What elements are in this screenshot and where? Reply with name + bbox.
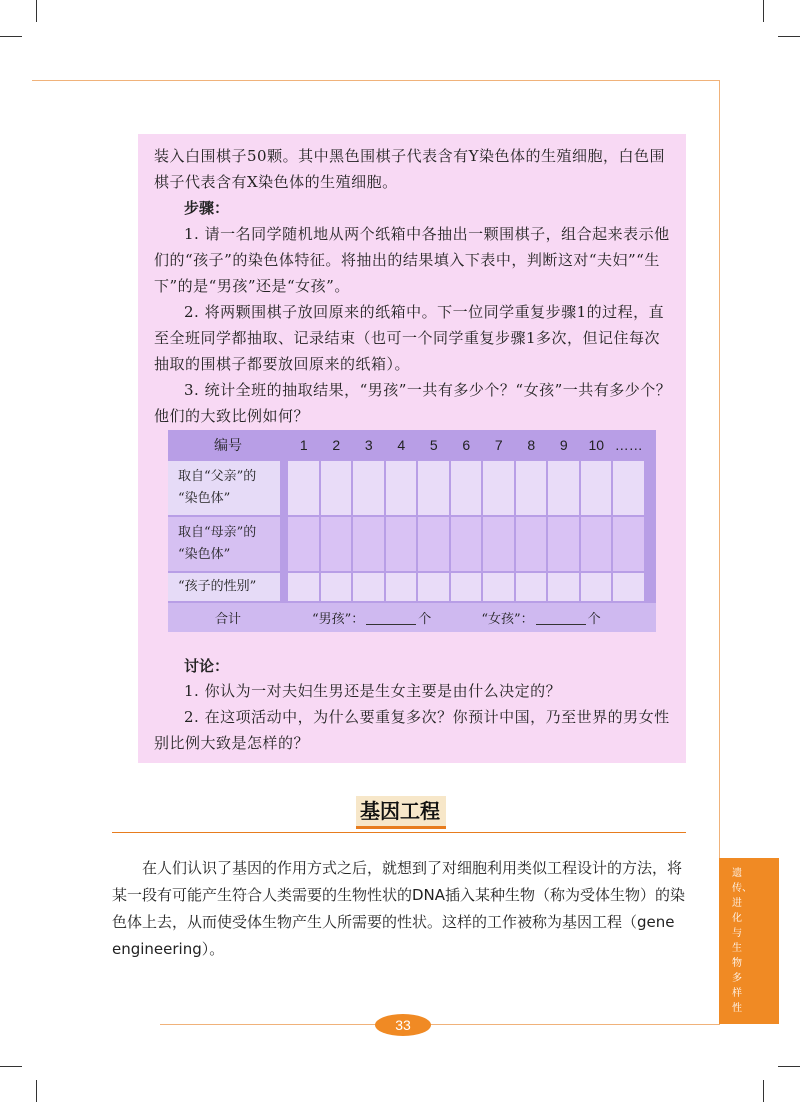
total-row <box>168 603 656 632</box>
table-cell[interactable] <box>581 461 612 515</box>
table-cell[interactable] <box>451 517 482 571</box>
table-cell[interactable] <box>581 517 612 571</box>
column-header: 9 <box>548 430 580 460</box>
section-title: 基因工程 <box>360 799 440 823</box>
crop-mark <box>0 1066 22 1067</box>
table-cell[interactable] <box>321 573 352 601</box>
table-cell[interactable] <box>353 461 384 515</box>
column-header: 8 <box>516 430 548 460</box>
crop-mark <box>778 36 800 37</box>
top-rule <box>32 80 720 81</box>
column-header: 2 <box>321 430 353 460</box>
steps-heading: 步骤： <box>184 199 230 217</box>
footer-rule <box>160 1024 720 1025</box>
crop-mark <box>36 1080 37 1102</box>
question-2: 2. 在这项活动中，为什么要重复多次？你预计中国，乃至世界的男女性别比例大致是怎样的？ <box>154 708 670 752</box>
question-1: 1. 你认为一对夫妇生男还是生女主要是由什么决定的？ <box>184 682 562 700</box>
table-cell[interactable] <box>288 573 319 601</box>
right-rule <box>719 80 720 860</box>
table-cell[interactable] <box>288 517 319 571</box>
table-cell[interactable] <box>613 573 644 601</box>
column-header: 6 <box>451 430 483 460</box>
girl-unit: 个 <box>587 612 601 627</box>
table-cell[interactable] <box>418 517 449 571</box>
row-child-text: “孩子的性别” <box>178 579 257 594</box>
girl-label: “女孩”： <box>481 612 534 627</box>
record-table <box>168 430 656 632</box>
table-cell[interactable] <box>451 573 482 601</box>
table-cell[interactable] <box>613 461 644 515</box>
crop-mark <box>778 1066 800 1067</box>
row-mother-label <box>168 517 280 571</box>
column-header: …… <box>613 430 645 460</box>
table-cell[interactable] <box>418 461 449 515</box>
step-3: 3. 统计全班的抽取结果，“男孩”一共有多少个？“女孩”一共有多少个？他们的大致比例如何？ <box>154 381 672 425</box>
table-cell[interactable] <box>353 517 384 571</box>
table-cell[interactable] <box>321 461 352 515</box>
table-cell[interactable] <box>581 573 612 601</box>
table-cell[interactable] <box>386 461 417 515</box>
table-cell[interactable] <box>483 517 514 571</box>
column-header: 5 <box>418 430 450 460</box>
table-cell[interactable] <box>451 461 482 515</box>
column-header: 10 <box>581 430 613 460</box>
table-cell[interactable] <box>516 517 547 571</box>
table-cell[interactable] <box>613 517 644 571</box>
boy-label: “男孩”： <box>312 612 365 627</box>
table-cell[interactable] <box>548 573 579 601</box>
step-2: 2. 将两颗围棋子放回原来的纸箱中。下一位同学重复步骤1的过程，直至全班同学都抽取、记录结束（也可一个同学重复步骤1多次，但记住每次抽取的围棋子都要放回原来的纸箱）。 <box>154 303 665 373</box>
table-cell[interactable] <box>548 517 579 571</box>
table-cell[interactable] <box>516 573 547 601</box>
discussion-heading: 讨论： <box>184 657 230 675</box>
page-number: 33 <box>375 1014 431 1036</box>
section-title-rule <box>112 832 686 833</box>
table-cell[interactable] <box>418 573 449 601</box>
crop-mark <box>0 36 22 37</box>
table-header-label: 编号 <box>168 430 288 460</box>
row-mother-line1: 取自“母亲”的 <box>178 525 257 540</box>
column-header: 3 <box>353 430 385 460</box>
column-header: 4 <box>386 430 418 460</box>
row-father-label <box>168 461 280 515</box>
step-1: 1. 请一名同学随机地从两个纸箱中各抽出一颗围棋子，组合起来表示他们的“孩子”的染色体特征。将抽出的结果填入下表中，判断这对“夫妇”“生下”的是“男孩”还是“女孩”。 <box>154 225 670 295</box>
activity-intro: 装入白围棋子50颗。其中黑色围棋子代表含有Y染色体的生殖细胞，白色围棋子代表含有X染色体的生殖细胞。 <box>154 147 665 191</box>
crop-mark <box>763 1080 764 1102</box>
row-mother-line2: “染色体” <box>178 547 231 562</box>
chapter-side-text: 遗传、进化与生物多样性 <box>732 868 752 1014</box>
column-header: 1 <box>288 430 320 460</box>
crop-mark <box>36 0 37 22</box>
table-cell[interactable] <box>288 461 319 515</box>
table-cell[interactable] <box>321 517 352 571</box>
section-body: 在人们认识了基因的作用方式之后，就想到了对细胞利用类似工程设计的方法，将某一段有可能产生符合人类需要的生物性状的DNA插入某种生物（称为受体生物）的染色体上去，从而使受体生物产生人所需要的性状。这样的工作被称为基因工程（gene engineering）。 <box>112 859 686 958</box>
table-cell[interactable] <box>516 461 547 515</box>
table-cell[interactable] <box>386 517 417 571</box>
column-header: 7 <box>483 430 515 460</box>
total-label: 合计 <box>214 612 241 627</box>
girl-blank[interactable] <box>536 610 586 625</box>
boy-blank[interactable] <box>366 610 416 625</box>
crop-mark <box>763 0 764 22</box>
table-cell[interactable] <box>353 573 384 601</box>
table-cell[interactable] <box>548 461 579 515</box>
boy-unit: 个 <box>418 612 432 627</box>
row-father-line2: “染色体” <box>178 491 231 506</box>
row-father-line1: 取自“父亲”的 <box>178 469 257 484</box>
table-cell[interactable] <box>483 461 514 515</box>
table-cell[interactable] <box>483 573 514 601</box>
table-cell[interactable] <box>386 573 417 601</box>
row-child-label <box>168 573 280 601</box>
